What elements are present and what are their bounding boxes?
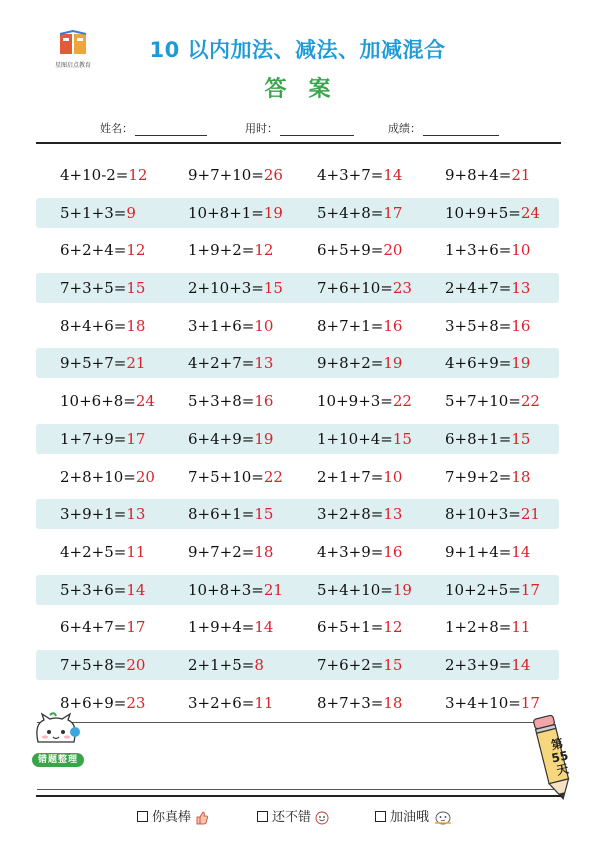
name-label: 姓名：	[100, 122, 133, 135]
problem-expression: 3+2+8=	[317, 505, 384, 524]
student-info-row	[100, 120, 555, 138]
problem-item	[188, 650, 264, 680]
problem-item	[60, 311, 145, 341]
problem-expression: 8+4+6=	[60, 316, 127, 335]
problem-expression: 5+3+8=	[188, 392, 255, 411]
page-subtitle: 答案	[264, 77, 353, 102]
problem-expression: 4+10-2=	[60, 166, 129, 184]
problem-answer: 17	[520, 693, 540, 712]
problem-expression: 3+2+6=	[188, 693, 255, 712]
problem-expression: 2+1+7=	[317, 467, 384, 486]
problem-row	[36, 311, 559, 341]
problem-expression: 6+4+9=	[188, 429, 255, 448]
time-field[interactable]	[245, 120, 354, 136]
name-blank[interactable]	[135, 123, 207, 136]
problem-answer: 13	[254, 354, 274, 373]
problem-item	[317, 650, 402, 680]
problem-item	[188, 198, 283, 228]
problem-answer: 10	[511, 241, 531, 260]
problem-answer: 17	[126, 618, 146, 637]
problem-answer: 16	[383, 316, 403, 335]
time-label: 用时：	[245, 122, 278, 135]
problem-item	[60, 650, 145, 680]
problem-row	[36, 537, 559, 567]
problem-answer: 24	[520, 203, 540, 222]
problem-answer: 15	[383, 655, 403, 674]
problem-item	[445, 198, 540, 228]
problem-item	[188, 424, 273, 454]
problem-answer: 21	[126, 354, 146, 373]
problem-answer: 12	[126, 241, 146, 260]
problem-answer: 18	[511, 467, 531, 486]
problem-item	[445, 537, 530, 567]
problem-answer: 17	[520, 580, 540, 599]
score-blank[interactable]	[423, 123, 499, 136]
problem-answer: 15	[254, 505, 274, 524]
good-checkbox[interactable]	[257, 811, 268, 822]
great-label: 你真棒	[152, 810, 192, 825]
problem-expression: 8+7+3=	[317, 693, 384, 712]
problem-expression: 4+3+9=	[317, 542, 384, 561]
problem-expression: 9+8+2=	[317, 354, 384, 373]
problem-expression: 10+2+5=	[445, 580, 521, 599]
problem-item	[188, 311, 273, 341]
score-label: 成绩：	[388, 122, 421, 135]
problem-item	[317, 311, 402, 341]
problem-item	[188, 348, 273, 378]
problem-expression: 6+2+4=	[60, 241, 127, 260]
problem-item	[60, 575, 145, 605]
problem-item	[60, 386, 155, 416]
problem-answer: 23	[392, 279, 412, 298]
problem-answer: 14	[126, 580, 146, 599]
score-field[interactable]	[388, 120, 499, 136]
problem-expression: 3+9+1=	[60, 505, 127, 524]
problem-item	[188, 386, 273, 416]
problem-item	[188, 235, 273, 265]
cheer-mascot-icon	[432, 809, 454, 827]
problem-item	[317, 537, 402, 567]
problem-item	[188, 688, 273, 718]
problem-expression: 1+2+8=	[445, 618, 512, 637]
smile-face-icon	[314, 810, 330, 826]
problem-answer: 19	[511, 354, 531, 373]
problem-item	[60, 348, 145, 378]
problem-item	[445, 348, 530, 378]
option-great[interactable]	[137, 806, 210, 826]
problem-row	[36, 235, 559, 265]
problem-item	[317, 462, 402, 492]
problem-row	[36, 650, 559, 680]
time-blank[interactable]	[280, 123, 354, 136]
error-notes-divider	[37, 789, 555, 790]
problem-expression: 2+4+7=	[445, 279, 512, 298]
cat-mascot-icon	[30, 712, 82, 756]
problem-item	[188, 462, 283, 492]
problem-expression: 10+8+1=	[188, 203, 264, 222]
problem-answer: 16	[511, 316, 531, 335]
problem-expression: 1+9+2=	[188, 241, 255, 260]
problem-answer: 26	[263, 166, 283, 184]
problem-expression: 2+8+10=	[60, 467, 136, 486]
problem-answer: 24	[135, 392, 155, 411]
self-evaluation-row	[0, 806, 595, 828]
problem-answer: 16	[383, 542, 403, 561]
day-prefix: 第	[549, 736, 565, 753]
problem-answer: 14	[511, 655, 531, 674]
problem-item	[317, 348, 402, 378]
problem-answer: 11	[254, 693, 274, 712]
problem-expression: 2+1+5=	[188, 655, 255, 674]
problem-grid	[36, 160, 559, 725]
error-notes-box[interactable]	[37, 722, 555, 789]
problem-item	[60, 537, 145, 567]
problem-answer: 14	[254, 618, 274, 637]
problem-answer: 18	[383, 693, 403, 712]
problem-answer: 15	[392, 429, 412, 448]
great-checkbox[interactable]	[137, 811, 148, 822]
problem-expression: 10+8+3=	[188, 580, 264, 599]
problem-item	[445, 462, 530, 492]
problem-answer: 8	[254, 655, 264, 674]
problem-answer: 21	[520, 505, 540, 524]
problem-answer: 18	[254, 542, 274, 561]
problem-answer: 20	[383, 241, 403, 260]
problem-item	[445, 499, 540, 529]
thumbs-up-icon	[194, 810, 210, 826]
problem-item	[317, 235, 402, 265]
problem-expression: 2+3+9=	[445, 655, 512, 674]
problem-answer: 23	[126, 693, 146, 712]
problem-expression: 6+8+1=	[445, 429, 512, 448]
problem-item	[317, 386, 412, 416]
problem-item	[445, 386, 540, 416]
problem-answer: 19	[263, 203, 283, 222]
problem-row	[36, 348, 559, 378]
problem-item	[445, 235, 530, 265]
problem-item	[317, 499, 402, 529]
problem-expression: 7+5+10=	[188, 467, 264, 486]
problem-expression: 5+3+6=	[60, 580, 127, 599]
problem-expression: 5+7+10=	[445, 392, 521, 411]
problem-expression: 5+4+10=	[317, 580, 393, 599]
problem-expression: 1+7+9=	[60, 429, 127, 448]
problem-expression: 6+5+9=	[317, 241, 384, 260]
problem-answer: 22	[520, 392, 540, 411]
problem-answer: 9	[126, 203, 136, 222]
problem-answer: 10	[383, 467, 403, 486]
problem-answer: 18	[126, 316, 146, 335]
problem-expression: 5+1+3=	[60, 203, 127, 222]
problem-answer: 13	[126, 505, 146, 524]
error-notes-label: 错题整理	[32, 753, 84, 767]
problem-expression: 7+6+2=	[317, 655, 384, 674]
problem-expression: 10+9+5=	[445, 203, 521, 222]
problem-row	[36, 424, 559, 454]
problem-expression: 10+6+8=	[60, 392, 136, 411]
problem-item	[60, 273, 145, 303]
problem-answer: 14	[511, 542, 531, 561]
problem-item	[445, 311, 530, 341]
problem-item	[445, 612, 530, 642]
problem-answer: 13	[511, 279, 531, 298]
problem-item	[317, 612, 402, 642]
problem-answer: 19	[383, 354, 403, 373]
problem-item	[60, 462, 155, 492]
problem-answer: 11	[126, 542, 146, 561]
problem-answer: 11	[511, 618, 531, 637]
problem-item	[317, 575, 412, 605]
day-suffix: 天	[555, 761, 570, 778]
good-label: 还不错	[272, 810, 312, 825]
problem-expression: 7+3+5=	[60, 279, 127, 298]
problem-item	[317, 160, 402, 190]
problem-expression: 6+5+1=	[317, 618, 384, 637]
problem-expression: 10+9+3=	[317, 392, 393, 411]
day-number: 55	[550, 748, 570, 766]
problem-expression: 4+2+5=	[60, 542, 127, 561]
problem-expression: 1+9+4=	[188, 618, 255, 637]
problem-item	[445, 650, 530, 680]
problem-answer: 15	[126, 279, 146, 298]
option-keep-going[interactable]	[375, 806, 454, 827]
problem-item	[188, 499, 273, 529]
problem-expression: 6+4+7=	[60, 618, 127, 637]
problem-expression: 9+7+2=	[188, 542, 255, 561]
problem-expression: 4+6+9=	[445, 354, 512, 373]
problem-expression: 3+4+10=	[445, 693, 521, 712]
problem-expression: 8+6+9=	[60, 693, 127, 712]
problem-expression: 9+8+4=	[445, 166, 512, 184]
problem-answer: 16	[254, 392, 274, 411]
problem-row	[36, 198, 559, 228]
problem-row	[36, 612, 559, 642]
problem-item	[317, 273, 412, 303]
problem-row	[36, 386, 559, 416]
problem-expression: 8+7+1=	[317, 316, 384, 335]
problem-answer: 20	[126, 655, 146, 674]
keep-going-label: 加油哦	[390, 810, 430, 825]
problem-row	[36, 575, 559, 605]
problem-row	[36, 688, 559, 718]
problem-answer: 12	[128, 166, 148, 184]
option-good[interactable]	[257, 806, 330, 826]
problem-answer: 15	[511, 429, 531, 448]
problem-answer: 20	[135, 467, 155, 486]
problem-expression: 1+3+6=	[445, 241, 512, 260]
problem-expression: 9+5+7=	[60, 354, 127, 373]
page-title: 10 以内加法、减法、加减混合	[149, 38, 446, 62]
problem-item	[188, 160, 283, 190]
problem-item	[60, 424, 145, 454]
problem-expression: 4+2+7=	[188, 354, 255, 373]
problem-row	[36, 160, 559, 190]
problem-expression: 9+7+10=	[188, 166, 264, 184]
problem-answer: 22	[392, 392, 412, 411]
problem-item	[60, 160, 147, 190]
problem-item	[60, 235, 145, 265]
problem-expression: 8+6+1=	[188, 505, 255, 524]
problem-answer: 15	[263, 279, 283, 298]
problem-item	[188, 273, 283, 303]
problem-item	[188, 612, 273, 642]
problem-expression: 7+9+2=	[445, 467, 512, 486]
problem-answer: 12	[254, 241, 274, 260]
problem-answer: 21	[511, 166, 531, 184]
problem-item	[188, 575, 283, 605]
problem-expression: 3+5+8=	[445, 316, 512, 335]
problem-expression: 5+4+8=	[317, 203, 384, 222]
problem-expression: 1+10+4=	[317, 429, 393, 448]
problem-expression: 8+10+3=	[445, 505, 521, 524]
problem-item	[445, 424, 530, 454]
problem-expression: 2+10+3=	[188, 279, 264, 298]
problem-expression: 4+3+7=	[317, 166, 384, 184]
problem-item	[445, 273, 530, 303]
problem-row	[36, 499, 559, 529]
problem-expression: 7+5+8=	[60, 655, 127, 674]
problem-item	[445, 160, 530, 190]
problem-answer: 12	[383, 618, 403, 637]
problem-item	[445, 575, 540, 605]
problem-item	[188, 537, 273, 567]
problem-item	[60, 612, 145, 642]
problem-answer: 17	[383, 203, 403, 222]
problem-answer: 13	[383, 505, 403, 524]
footer-divider	[36, 795, 561, 797]
problem-row	[36, 462, 559, 492]
problem-item	[60, 499, 145, 529]
problem-item	[317, 688, 402, 718]
problem-answer: 14	[383, 166, 403, 184]
problem-answer: 22	[263, 467, 283, 486]
problem-item	[60, 198, 136, 228]
problem-answer: 17	[126, 429, 146, 448]
problem-expression: 3+1+6=	[188, 316, 255, 335]
problem-expression: 7+6+10=	[317, 279, 393, 298]
problem-answer: 19	[254, 429, 274, 448]
problem-answer: 19	[392, 580, 412, 599]
problem-answer: 10	[254, 316, 274, 335]
problem-item	[317, 424, 412, 454]
logo-text: 星图启点教育	[54, 62, 91, 69]
header-divider	[36, 142, 561, 144]
problem-expression: 9+1+4=	[445, 542, 512, 561]
problem-row	[36, 273, 559, 303]
problem-answer: 21	[263, 580, 283, 599]
name-field[interactable]	[100, 120, 207, 136]
keep-going-checkbox[interactable]	[375, 811, 386, 822]
problem-item	[317, 198, 402, 228]
problem-item	[445, 688, 540, 718]
